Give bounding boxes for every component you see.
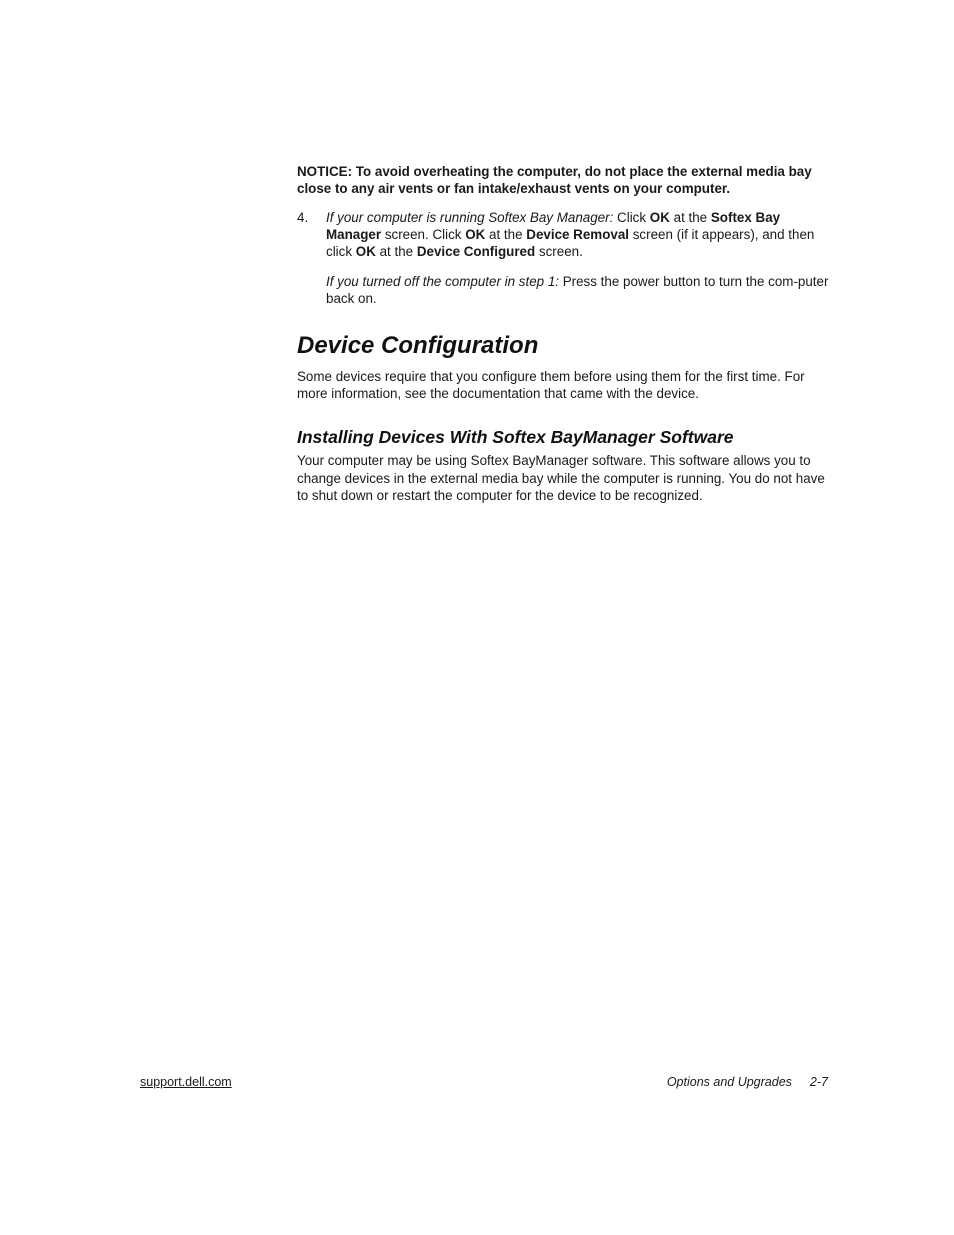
- step-text: screen (if it appears), and then click: [326, 227, 815, 260]
- footer-chapter: Options and Upgrades: [666, 1075, 792, 1089]
- page-content: [297, 163, 832, 504]
- notice-text: To avoid overheating the computer, do not place the external media bay close to any air vents or fan intake/exhaust vents on your computer.: [297, 164, 812, 196]
- notice-block: [297, 163, 832, 197]
- ok-button-ref: OK: [465, 227, 486, 243]
- step-text: screen.: [538, 244, 583, 260]
- section-paragraph: Some devices require that you configure them before using them for the first time. For more information, see the documentation that came with the device.: [297, 369, 805, 402]
- step-number: 4.: [297, 210, 309, 225]
- device-removal-ref: Device Removal: [526, 227, 629, 243]
- ok-button-ref: OK: [649, 210, 670, 225]
- softex-bay-manager-ref: Softex Bay Manager: [326, 210, 781, 243]
- step-text: at the: [489, 227, 523, 243]
- subsection-heading: Installing Devices With Softex BayManager Software: [297, 427, 734, 448]
- footer-link[interactable]: support.dell.com: [140, 1075, 232, 1089]
- step-text: screen. Click: [384, 227, 462, 243]
- step-4-text: [326, 209, 832, 261]
- subsection-paragraph: Your computer may be using Softex BayManager software. This software allows you to change devices in the external media bay while the computer is running. You do not have to shut down or restart the computer for the device to be recognized.: [297, 453, 825, 503]
- notice-label: NOTICE:: [297, 164, 353, 179]
- ok-button-ref: OK: [355, 244, 376, 260]
- step-4-followup-text: Press the power button to turn the com-puter back on.: [326, 273, 829, 306]
- step-4-followup: [326, 273, 832, 307]
- section-heading: Device Configuration: [297, 332, 539, 360]
- device-configured-ref: Device Configured: [416, 244, 536, 260]
- step-text: at the: [673, 210, 708, 225]
- step-text: Click: [617, 210, 647, 225]
- footer-page-info: [667, 1074, 828, 1090]
- step-4-followup-condition: If you turned off the computer in step 1:: [326, 273, 559, 289]
- step-text: at the: [379, 244, 414, 260]
- step-4: [297, 209, 832, 307]
- step-4-condition: If your computer is running Softex Bay Manager:: [326, 210, 614, 225]
- footer-page-number: 2-7: [809, 1075, 828, 1089]
